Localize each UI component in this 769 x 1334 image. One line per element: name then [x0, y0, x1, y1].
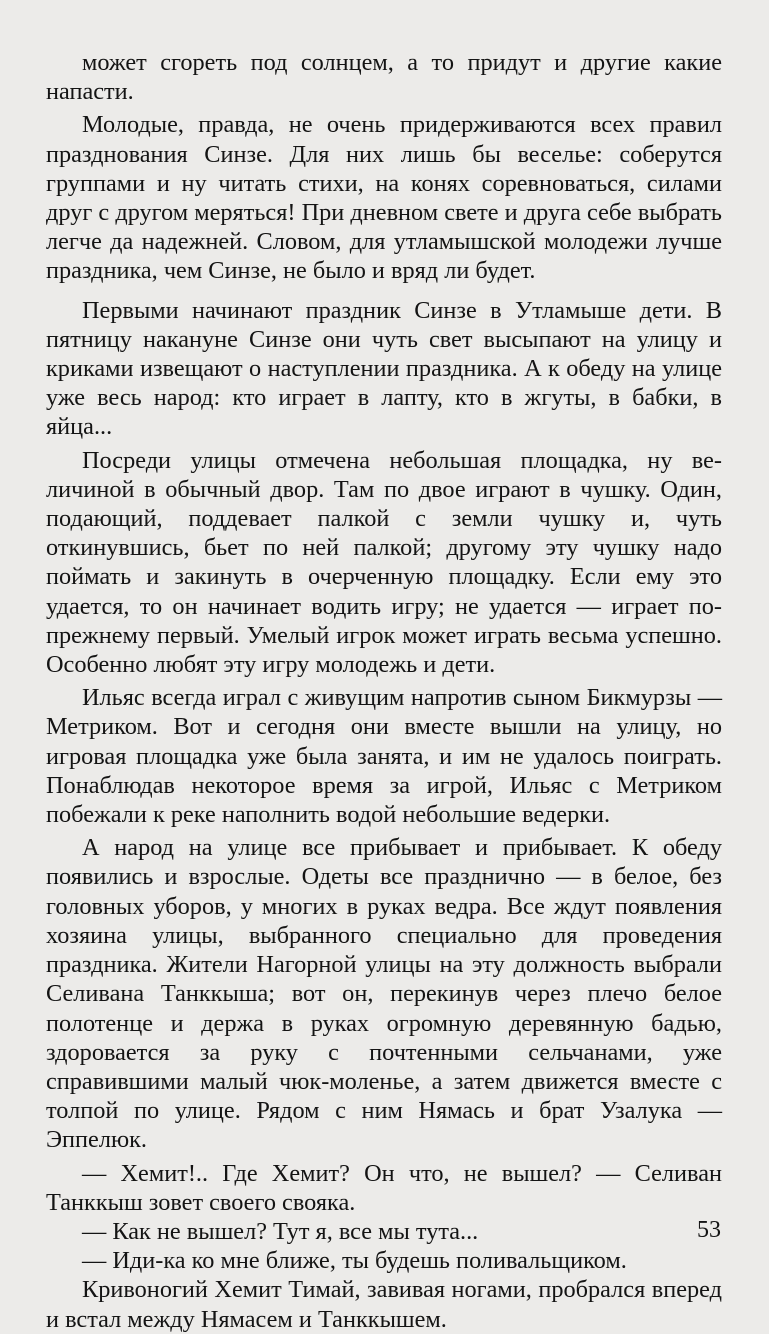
paragraph: Посреди улицы отмечена небольшая площадка, ну величиной в обычный двор. Там по двое играют в чушку. Один, подающий, поддевает палкой с земли чушку и, чуть откинувшись, бьет по ней палкой; другому эту чушку надо поймать и закинуть в очерченную площадку. Если ему это удается, то он начинает водить игру; не удается — играет по-прежнему первый. Умелый игрок может играть весьма успешно. Особенно любят эту игру молодежь и дети. — [46, 446, 722, 679]
dialogue-line: — Иди-ка ко мне ближе, ты будешь поливальщиком. — [82, 1247, 627, 1275]
paragraph: Первыми начинают праздник Синзе в Утламыше дети. В пятницу накануне Синзе они чуть свет высыпают на улицу и криками извещают о наступлении праздника. А к обеду на улице уже весь народ: кто играет в лапту, кто в жгуты, в бабки, в яйца... — [46, 296, 722, 441]
paragraph: Кривоногий Хемит Тимай, завивая ногами, пробрался вперед и встал между Нямасем и Танккышем. — [46, 1276, 722, 1333]
paragraph: Ильяс всегда играл с живущим напротив сыном Бикмурзы — Метриком. Вот и сегодня они вместе вышли на улицу, но игровая площадка уже была занята, и им не удалось поиграть. Понаблюдав некоторое время за игрой, Ильяс с Метриком побежали к реке наполнить водой небольшие ведерки. — [46, 684, 722, 829]
dialogue-line: — Хемит!.. Где Хемит? Он что, не вышел? — Селиван Танккыш зовет своего свояка. — [46, 1159, 722, 1216]
paragraph: может сгореть под солнцем, а то придут и другие какие напасти. — [46, 49, 722, 106]
dialogue-line: — Как не вышел? Тут я, все мы тута... — [82, 1217, 479, 1245]
paragraph: Молодые, правда, не очень придерживаются всех правил празднования Синзе. Для них лишь бы веселье: соберутся группами и ну читать стихи, на конях соревноваться, силами друг с другом меряться! При дневном свете и друга себе выбрать легче да надежней. Словом, для утламышской молодежи лучше праздника, чем Синзе, не было и вряд ли будет. — [46, 111, 722, 285]
page-number: 53 — [697, 1217, 721, 1243]
paragraph: А народ на улице все прибывает и прибывает. К обеду появились и взрослые. Одеты все празднично — в белое, без головных уборов, у многих в руках ведра. Все ждут появления хозяина улицы, выбранного специально для проведения праздника. Жители Нагорной улицы на эту должность выбрали Селивана Танккыша; вот он, перекинув через плечо белое полотенце и держа в руках огромную деревянную бадью, здоровается за руку с почтенными сельчанами, уже справившими малый чюк-моленье, а затем движется вместе с толпой по улице. Рядом с ним Нямась и брат Узалука — Эппелюк. — [46, 834, 722, 1154]
page-text — [46, 48, 722, 1334]
